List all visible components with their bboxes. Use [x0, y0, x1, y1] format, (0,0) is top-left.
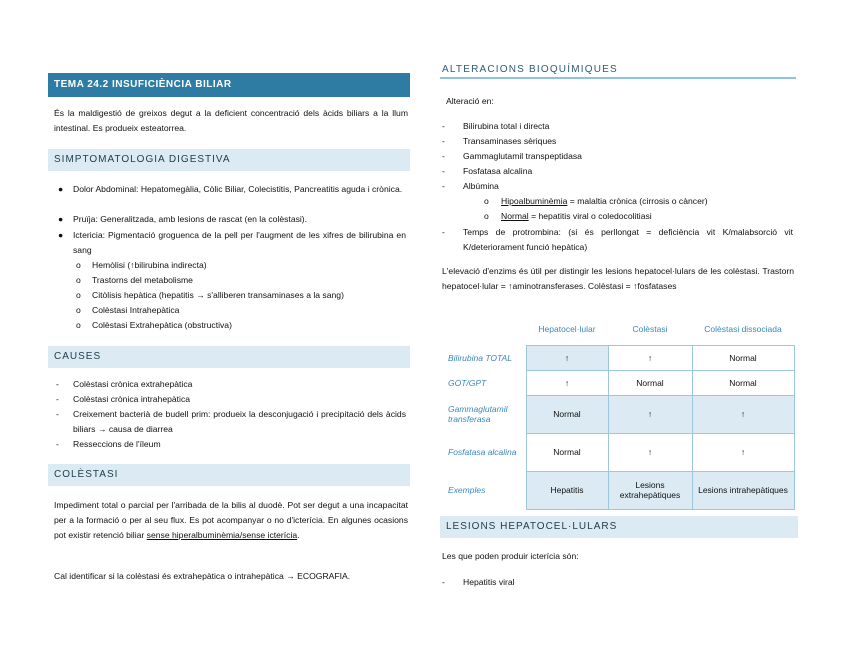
intro-paragraph: És la maldigestió de greixos degut a la deficient concentració dels àcids biliars a la llum intestinal. Es produeix esteatorrea. — [54, 108, 408, 133]
page-title: TEMA 24.2 INSUFICIÈNCIA BILIAR — [48, 73, 410, 97]
heading-alteracions: ALTERACIONS BIOQUÍMIQUES — [440, 64, 796, 79]
colestasi-end: . — [297, 530, 300, 540]
list-item: Colèstasi crònica extrahepàtica — [73, 379, 193, 389]
table-cell: Normal — [526, 433, 608, 471]
lesions-lead: Les que poden produir icterícia són: — [442, 551, 579, 561]
table-cell: Lesions intrahepàtiques — [692, 471, 794, 509]
table-cell: ↑ — [526, 370, 608, 395]
subbullet-marker: o — [484, 196, 489, 206]
sub-list-item: Colèstasi Extrahepàtica (obstructiva) — [92, 320, 232, 330]
subbullet-marker: o — [76, 260, 81, 270]
list-item: Pruïja: Generalitzada, amb lesions de rascat (en la colèstasi). — [73, 214, 308, 224]
table-cell: Hepatitis — [526, 471, 608, 509]
subbullet-marker: o — [76, 320, 81, 330]
list-item: Dolor Abdominal: Hepatomegàlia, Còlic Biliar, Colecistitis, Pancreatitis aguda i crònica. — [73, 184, 403, 194]
colestasi-paragraph — [54, 498, 408, 543]
table-row — [444, 395, 794, 433]
table-row — [444, 345, 794, 370]
sub-list-item — [501, 194, 793, 209]
table-cell: ↑ — [608, 345, 692, 370]
table-cell: ↑ — [608, 433, 692, 471]
list-item: Bilirubina total i directa — [463, 121, 550, 131]
table-header-row — [444, 313, 794, 345]
table-header-empty — [444, 313, 526, 345]
bullet-marker: ● — [58, 184, 64, 194]
table-cell: ↑ — [692, 433, 794, 471]
list-item: Hepatitis viral — [463, 577, 515, 587]
subbullet-marker: o — [76, 290, 81, 300]
comparison-table — [444, 313, 795, 510]
list-item: Creixement bacterià de budell prim: produeix la desconjugació i precipitació dels àcids biliars → causa de diarrea — [73, 409, 406, 434]
table-cell: ↑ — [692, 395, 794, 433]
bullet-marker: ● — [58, 214, 64, 224]
heading-lesions: LESIONS HEPATOCEL·LULARS — [440, 516, 798, 538]
subbullet-marker: o — [484, 211, 489, 221]
dash-marker: - — [442, 181, 445, 191]
list-item: Fosfatasa alcalina — [463, 166, 533, 176]
table-header: Colèstasi — [632, 323, 668, 334]
list-item: Temps de protrombina: (si és perllongat = deficiència vit K/malabsorció vit K/deteriorament funció hepàtica) — [463, 227, 793, 252]
term: Hipoalbuminèmia — [501, 196, 568, 206]
term: Normal — [501, 211, 529, 221]
dash-marker: - — [56, 439, 59, 449]
sub-list-item: Hemòlisi (↑bilirubina indirecta) — [92, 260, 207, 270]
row-label: Bilirubina TOTAL — [448, 352, 512, 363]
sub-list-item — [501, 209, 793, 224]
dash-marker: - — [56, 394, 59, 404]
colestasi-paragraph-2: Cal identificar si la colèstasi és extrahepàtica o intrahepàtica → ECOGRAFIA. — [54, 571, 351, 581]
sub-list-item: Trastorns del metabolisme — [92, 275, 193, 285]
colestasi-text: Impediment total o parcial per l'arribada de la bilis al duodè. Pot ser degut a una incapacitat per a la formació o per al seu flux. Es pot acompanyar o no d'icterícia. En algunes ocasions pot existir retenció biliar — [54, 500, 408, 540]
table-cell: Normal — [526, 395, 608, 433]
table-header: Hepatocel·lular — [538, 323, 596, 334]
list-item: Colèstasi crònica intrahepàtica — [73, 394, 191, 404]
dash-marker: - — [442, 121, 445, 131]
dash-marker: - — [442, 136, 445, 146]
enzyme-paragraph: L'elevació d'enzims és útil per distingir les lesions hepatocel·lulars de les colèstasi. Trastorn hepatocel·lular = ↑aminotransferases. Colèstasi = ↑fosfatases — [442, 266, 794, 291]
table-cell: ↑ — [608, 395, 692, 433]
term-desc: = malaltia crònica (cirrosis o càncer) — [567, 196, 708, 206]
table-header: Colèstasi dissociada — [704, 323, 782, 334]
dash-marker: - — [56, 409, 59, 419]
row-label: Exemples — [448, 485, 486, 495]
row-label: GOT/GPT — [448, 377, 487, 388]
heading-simptomatologia: SIMPTOMATOLOGIA DIGESTIVA — [48, 149, 410, 171]
dash-marker: - — [56, 379, 59, 389]
dash-marker: - — [442, 151, 445, 161]
colestasi-underlined: sense hiperalbuminèmia/sense icterícia — [146, 530, 298, 540]
row-label: Gammaglutamil transferasa — [448, 404, 508, 424]
bullet-marker: ● — [58, 230, 64, 240]
subbullet-marker: o — [76, 305, 81, 315]
table-row — [444, 370, 794, 395]
list-item: Ictericia: Pigmentació groguenca de la pell per l'augment de les xifres de bilirubina en sang — [73, 230, 406, 255]
row-label: Fosfatasa alcalina — [448, 447, 517, 457]
heading-causes: CAUSES — [48, 346, 410, 368]
table-cell: Normal — [692, 345, 794, 370]
table-cell: Normal — [608, 370, 692, 395]
list-item: Gammaglutamil transpeptidasa — [463, 151, 582, 161]
sub-list-item: Colèstasi Intrahepàtica — [92, 305, 180, 315]
list-item: Albúmina — [463, 181, 499, 191]
dash-marker: - — [442, 577, 445, 587]
heading-colestasi: COLÈSTASI — [48, 464, 410, 486]
term-desc: = hepatitis viral o coledocolitiasi — [528, 211, 652, 221]
sub-list-item: Citòlisis hepàtica (hepatitis → s'alliberen transaminases a la sang) — [92, 290, 344, 300]
dash-marker: - — [442, 166, 445, 176]
table-cell: Normal — [692, 370, 794, 395]
dash-marker: - — [442, 227, 445, 237]
table-cell: Lesions extrahepàtiques — [608, 471, 692, 509]
subbullet-marker: o — [76, 275, 81, 285]
table-row — [444, 433, 794, 471]
alteracions-lead: Alteració en: — [446, 96, 494, 106]
list-item: Transaminases sèriques — [463, 136, 557, 146]
table-cell: ↑ — [526, 345, 608, 370]
table-row — [444, 471, 794, 509]
list-item: Resseccions de l'íleum — [73, 439, 161, 449]
